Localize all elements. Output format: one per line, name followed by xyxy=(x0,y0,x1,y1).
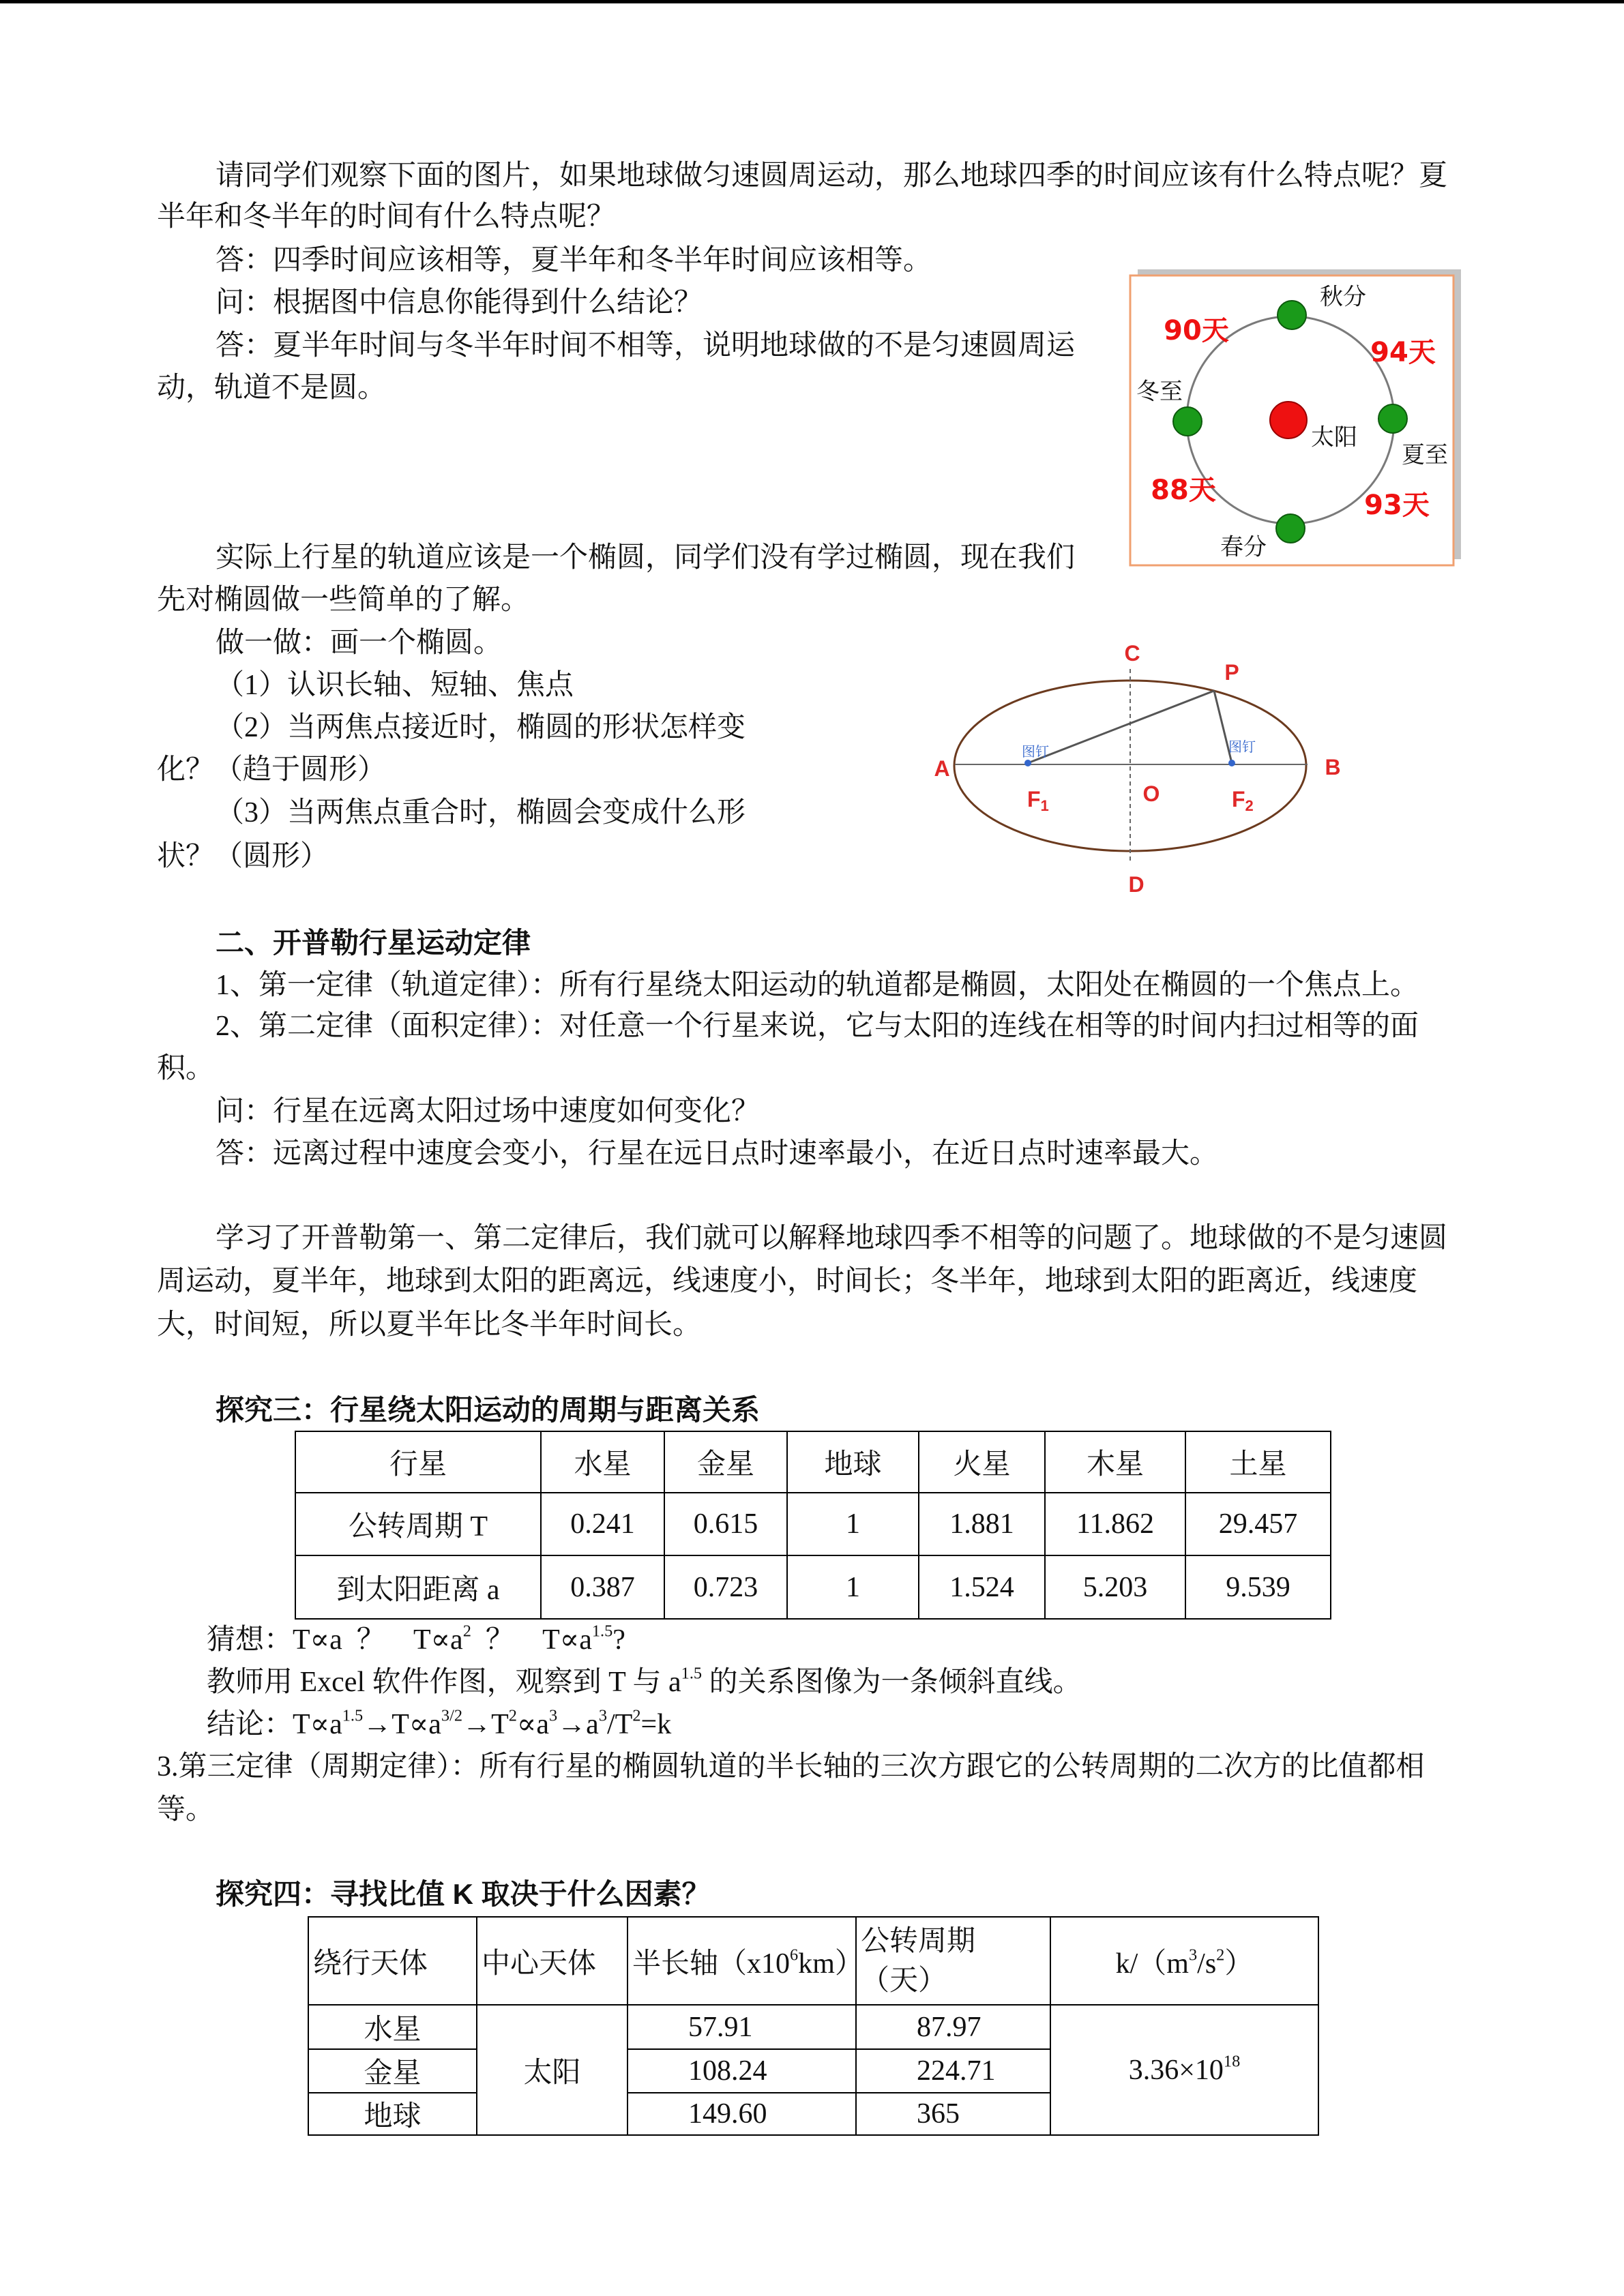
ratio-row-mercury xyxy=(308,2005,1318,2049)
header-k-exp-2: 2 xyxy=(1216,1945,1225,1965)
header-planet: 行星 xyxy=(295,1431,541,1493)
header-axis-text-2: km） xyxy=(798,1948,863,1980)
conclusion-part-6: /T xyxy=(607,1709,633,1740)
body-earth: 地球 xyxy=(308,2093,477,2135)
activity-title: 做一做：画一个椭圆。 xyxy=(216,627,503,659)
label-summer-solstice: 夏至 xyxy=(1402,443,1448,468)
header-central-body: 中心天体 xyxy=(477,1917,628,2005)
conclusion-part-5: →a xyxy=(557,1709,599,1740)
body-mercury: 水星 xyxy=(308,2005,477,2049)
distance-jupiter: 5.203 xyxy=(1045,1555,1185,1619)
string-f1-to-p xyxy=(1028,691,1214,763)
body-venus: 金星 xyxy=(308,2049,477,2093)
second-law-line-1: 2、第二定律（面积定律）：对任意一个行星来说，它与太阳的连线在相等的时间内扫过相等的面 xyxy=(216,1011,1419,1042)
third-law-line-2: 等。 xyxy=(157,1794,215,1825)
conclusion-line xyxy=(207,1703,671,1746)
header-axis-text-1: 半长轴（x10 xyxy=(632,1948,791,1980)
focus-f2-letter: F xyxy=(1232,787,1245,811)
guess-exponent-2: 2 xyxy=(462,1622,471,1641)
inquiry4-heading: 探究四：寻找比值 K 取决于什么因素？ xyxy=(216,1878,711,1910)
ellipse-intro-line-1: 实际上行星的轨道应该是一个椭圆，同学们没有学过椭圆，现在我们 xyxy=(216,542,1076,573)
point-c-label: C xyxy=(1124,641,1140,666)
excel-exponent: 1.5 xyxy=(681,1664,703,1683)
answer-not-circle-line-1: 答：夏半年时间与冬半年时间不相等，说明地球做的不是匀速圆周运 xyxy=(216,330,1076,361)
k-value-exponent: 18 xyxy=(1223,2052,1241,2071)
period-earth: 1 xyxy=(787,1493,919,1555)
ratio-k-table xyxy=(308,1916,1319,2136)
header-orbiting-body: 绕行天体 xyxy=(308,1917,477,2005)
guess-line xyxy=(207,1619,625,1661)
explain-line-1: 学习了开普勒第一、第二定律后，我们就可以解释地球四季不相等的问题了。地球做的不是匀速圆 xyxy=(216,1223,1448,1254)
k-value-base: 3.36×10 xyxy=(1128,2054,1224,2086)
distance-mercury: 0.387 xyxy=(541,1555,664,1619)
pin-label-1: 图钉 xyxy=(1022,743,1049,760)
speed-answer: 答：远离过程中速度会变小，行星在远日点时速率最小，在近日点时速率最大。 xyxy=(216,1138,1219,1169)
table-row-period xyxy=(295,1493,1331,1555)
label-sun: 太阳 xyxy=(1311,425,1357,451)
explain-line-2: 周运动，夏半年，地球到太阳的距离远，线速度小，时间长；冬半年，地球到太阳的距离近，线速度 xyxy=(157,1266,1418,1297)
period-distance-table xyxy=(295,1431,1331,1620)
row-label-distance: 到太阳距离 a xyxy=(295,1555,541,1619)
activity-step-3-line-1: （3）当两焦点重合时，椭圆会变成什么形 xyxy=(216,797,746,829)
header-k xyxy=(1050,1917,1318,2005)
guess-exponent-1-5: 1.5 xyxy=(591,1622,613,1641)
point-b-label: B xyxy=(1325,755,1341,779)
days-90-label: 90天 xyxy=(1164,315,1229,346)
distance-venus: 0.723 xyxy=(664,1555,787,1619)
intro-line-1: 请同学们观察下面的图片，如果地球做匀速圆周运动，那么地球四季的时间应该有什么特点呢？夏 xyxy=(216,160,1448,192)
conclusion-part-4: ∝a xyxy=(516,1709,549,1740)
excel-text-1: 教师用 Excel 软件作图，观察到 T 与 a xyxy=(207,1667,681,1698)
header-venus: 金星 xyxy=(664,1431,787,1493)
k-value xyxy=(1050,2005,1318,2135)
sun-icon xyxy=(1270,402,1307,438)
header-k-text-1: k/（m xyxy=(1115,1948,1189,1980)
header-k-text-3: ） xyxy=(1224,1948,1254,1980)
seasons-orbit-diagram xyxy=(1125,263,1466,576)
focus-f1-pin xyxy=(1024,760,1031,766)
conclusion-exp-6: 2 xyxy=(632,1706,641,1725)
guess-text-2: ？ T∝a xyxy=(471,1624,592,1656)
conclusion-part-7: =k xyxy=(640,1709,672,1740)
period-saturn: 29.457 xyxy=(1185,1493,1331,1555)
focus-f2-subscript: 2 xyxy=(1245,796,1254,814)
earth-summer-icon xyxy=(1378,404,1407,433)
focus-f1-subscript: 1 xyxy=(1040,796,1049,814)
period-mars: 1.881 xyxy=(919,1493,1045,1555)
activity-step-3-line-2: 状？（圆形） xyxy=(157,841,329,872)
conclusion-part-2: →T∝a xyxy=(363,1709,441,1740)
period-days-earth: 365 xyxy=(856,2093,1050,2135)
pin-label-2: 图钉 xyxy=(1228,739,1256,755)
table-header-row xyxy=(295,1431,1331,1493)
point-d-label: D xyxy=(1128,872,1145,897)
focus-f1-letter: F xyxy=(1027,787,1041,811)
answer-not-circle-line-2: 动，轨道不是圆。 xyxy=(157,372,387,404)
explain-line-3: 大，时间短，所以夏半年比冬半年时间长。 xyxy=(157,1309,702,1341)
table-row-distance xyxy=(295,1555,1331,1619)
period-venus: 0.615 xyxy=(664,1493,787,1555)
header-mars: 火星 xyxy=(919,1431,1045,1493)
conclusion-part-1: 结论：T∝a xyxy=(207,1709,342,1740)
ellipse-curve xyxy=(954,681,1306,851)
excel-line xyxy=(207,1661,1082,1703)
days-88-label: 88天 xyxy=(1151,475,1216,506)
header-period xyxy=(856,1917,1050,2005)
activity-step-1: （1）认识长轴、短轴、焦点 xyxy=(216,670,574,701)
conclusion-part-3: →T xyxy=(462,1709,509,1740)
period-days-venus: 224.71 xyxy=(856,2049,1050,2093)
point-a-label: A xyxy=(934,756,950,781)
page-top-rule xyxy=(0,0,1624,3)
days-94-label: 94天 xyxy=(1370,337,1436,368)
header-mercury: 水星 xyxy=(541,1431,664,1493)
distance-saturn: 9.539 xyxy=(1185,1555,1331,1619)
ellipse-intro-line-2: 先对椭圆做一些简单的了解。 xyxy=(157,584,530,616)
earth-autumn-icon xyxy=(1278,301,1306,329)
header-jupiter: 木星 xyxy=(1045,1431,1185,1493)
period-mercury: 0.241 xyxy=(541,1493,664,1555)
earth-spring-icon xyxy=(1276,514,1305,543)
inquiry3-heading: 探究三：行星绕太阳运动的周期与距离关系 xyxy=(216,1394,761,1426)
earth-winter-icon xyxy=(1173,407,1202,436)
header-semi-major-axis xyxy=(628,1917,863,2005)
focus-f2-label xyxy=(1232,787,1254,814)
guess-text-3: ? xyxy=(612,1624,625,1656)
label-autumn-equinox: 秋分 xyxy=(1320,284,1366,310)
answer-equal-seasons: 答：四季时间应该相等，夏半年和冬半年时间应该相等。 xyxy=(216,245,932,276)
activity-step-2-line-1: （2）当两焦点接近时，椭圆的形状怎样变 xyxy=(216,712,746,743)
third-law-line-1: 3.第三定律（周期定律）：所有行星的椭圆轨道的半长轴的三次方跟它的公转周期的二次方的比值都相 xyxy=(157,1751,1425,1783)
second-law-line-2: 积。 xyxy=(157,1053,215,1084)
header-k-exp-1: 3 xyxy=(1188,1945,1198,1965)
central-body-sun: 太阳 xyxy=(477,2005,628,2135)
row-label-period: 公转周期 T xyxy=(295,1493,541,1555)
header-earth: 地球 xyxy=(787,1431,919,1493)
question-conclusion: 问：根据图中信息你能得到什么结论？ xyxy=(216,287,703,318)
ellipse-diagram xyxy=(921,627,1357,907)
focus-f1-label xyxy=(1027,787,1049,814)
speed-question: 问：行星在远离太阳过场中速度如何变化？ xyxy=(216,1096,761,1127)
point-o-label: O xyxy=(1142,781,1160,806)
axis-mercury: 57.91 xyxy=(628,2005,856,2049)
conclusion-exp-5: 3 xyxy=(598,1706,608,1725)
intro-line-2: 半年和冬半年的时间有什么特点呢？ xyxy=(157,201,616,233)
focus-f2-pin xyxy=(1228,760,1235,766)
conclusion-exp-2: 3/2 xyxy=(441,1706,463,1725)
period-jupiter: 11.862 xyxy=(1045,1493,1185,1555)
first-law: 1、第一定律（轨道定律）：所有行星绕太阳运动的轨道都是椭圆，太阳处在椭圆的一个焦点上。 xyxy=(216,970,1419,1001)
ratio-table-header-row xyxy=(308,1917,1318,2005)
label-winter-solstice: 冬至 xyxy=(1136,379,1183,405)
kepler-heading: 二、开普勒行星运动定律 xyxy=(216,927,531,959)
header-axis-exponent: 6 xyxy=(790,1945,799,1965)
distance-earth: 1 xyxy=(787,1555,919,1619)
conclusion-exp-4: 3 xyxy=(548,1706,558,1725)
days-93-label: 93天 xyxy=(1364,490,1430,521)
point-p-label: P xyxy=(1224,660,1239,685)
header-period-line-2: （天） xyxy=(861,1965,947,1997)
guess-text-1: 猜想：T∝a ？ T∝a xyxy=(207,1624,463,1656)
header-period-line-1: 公转周期 xyxy=(861,1925,976,1957)
label-spring-equinox: 春分 xyxy=(1220,535,1267,561)
axis-earth: 149.60 xyxy=(628,2093,856,2135)
conclusion-exp-1: 1.5 xyxy=(342,1706,364,1725)
excel-text-2: 的关系图像为一条倾斜直线。 xyxy=(702,1667,1082,1698)
header-k-text-2: /s xyxy=(1197,1948,1217,1980)
conclusion-exp-3: 2 xyxy=(508,1706,517,1725)
axis-venus: 108.24 xyxy=(628,2049,856,2093)
period-days-mercury: 87.97 xyxy=(856,2005,1050,2049)
header-saturn: 土星 xyxy=(1185,1431,1331,1493)
activity-step-2-line-2: 化？（趋于圆形） xyxy=(157,754,387,786)
distance-mars: 1.524 xyxy=(919,1555,1045,1619)
